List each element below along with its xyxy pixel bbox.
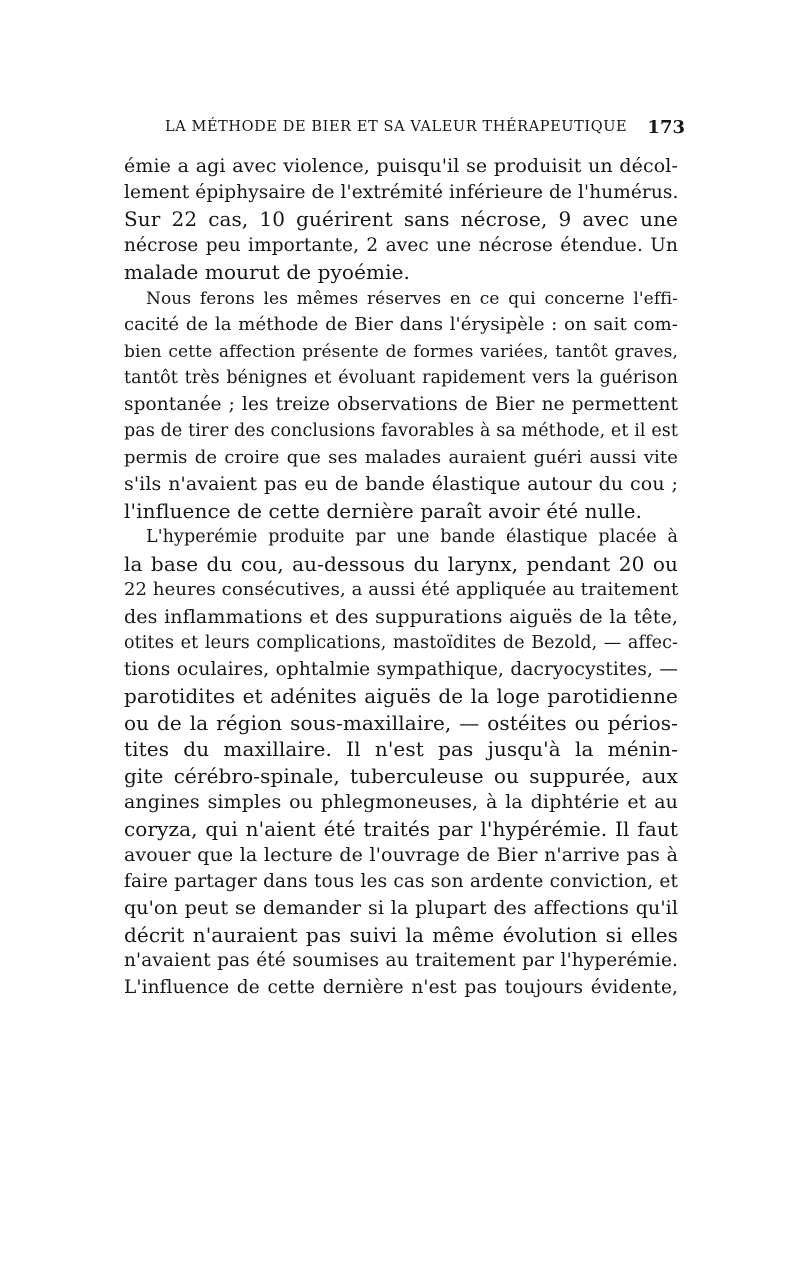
text-line: malade mourut de pyoémie. xyxy=(124,260,410,284)
text-line: ou de la région sous-maxillaire, — ostéites ou périos- xyxy=(124,710,678,735)
text-line: parotidites et adénites aiguës de la loge parotidienne xyxy=(124,684,678,708)
text-line: coryza, qui n'aient été traités par l'hypérémie. Il faut xyxy=(124,816,678,841)
text-line: angines simples ou phlegmoneuses, à la diphtérie et au xyxy=(124,791,678,813)
text-line: émie a agi avec violence, puisqu'il se produisit un décol- xyxy=(124,155,678,177)
text-line: L'influence de cette dernière n'est pas toujours évidente, xyxy=(124,976,678,998)
text-line: l'influence de cette dernière paraît avoir été nulle. xyxy=(124,498,643,523)
text-line: nécrose peu importante, 2 avec une nécrose étendue. Un xyxy=(124,234,678,256)
text-line: décrit n'auraient pas suivi la même évolution si elles xyxy=(124,922,678,947)
text-line: tantôt très bénignes et évoluant rapidement vers la guérison xyxy=(124,368,678,388)
text-line: Sur 22 cas, 10 guérirent sans nécrose, 9 avec une xyxy=(124,207,678,231)
text-line: pas de tirer des conclusions favorables à sa méthode, et il est xyxy=(124,421,678,441)
text-line: faire partager dans tous les cas son ardente conviction, et xyxy=(124,870,678,892)
text-line: gite cérébro-spinale, tuberculeuse ou suppurée, aux xyxy=(124,763,678,788)
text-line: s'ils n'avaient pas eu de bande élastique autour du cou ; xyxy=(124,473,678,495)
page-number: 173 xyxy=(647,117,685,138)
text-line: tites du maxillaire. Il n'est pas jusqu'à la ménin- xyxy=(124,737,678,761)
running-title: LA MÉTHODE DE BIER ET SA VALEUR THÉRAPEUTIQUE xyxy=(165,119,628,135)
text-line: avouer que la lecture de l'ouvrage de Bier n'arrive pas à xyxy=(124,844,678,866)
body-text xyxy=(124,153,678,1001)
paragraph-start-line: L'hyperémie produite par une bande élastique placée à xyxy=(146,527,678,547)
text-line: bien cette affection présente de formes variées, tantôt graves, xyxy=(124,341,678,362)
text-line: des inflammations et des suppurations aiguës de la tête, xyxy=(124,605,678,628)
paragraph-start-line: Nous ferons les mêmes réserves en ce qui concerne l'effi- xyxy=(146,288,678,309)
text-line: permis de croire que ses malades auraient guéri aussi vite xyxy=(124,446,678,468)
text-line: n'avaient pas été soumises au traitement par l'hyperémie. xyxy=(124,950,678,971)
running-header xyxy=(165,117,685,141)
text-line: qu'on peut se demander si la plupart des affections qu'il xyxy=(124,897,678,919)
text-line: tions oculaires, ophtalmie sympathique, dacryocystites, — xyxy=(124,658,678,680)
text-line: cacité de la méthode de Bier dans l'érysipèle : on sait com- xyxy=(124,314,678,335)
text-line: lement épiphysaire de l'extrémité inférieure de l'humérus. xyxy=(124,181,679,203)
text-line: la base du cou, au-dessous du larynx, pendant 20 ou xyxy=(124,551,678,576)
text-line: 22 heures consécutives, a aussi été appliquée au traitement xyxy=(124,579,679,600)
text-line: spontanée ; les treize observations de Bier ne permettent xyxy=(124,393,678,415)
text-line: otites et leurs complications, mastoïdites de Bezold, — affec- xyxy=(124,633,678,653)
